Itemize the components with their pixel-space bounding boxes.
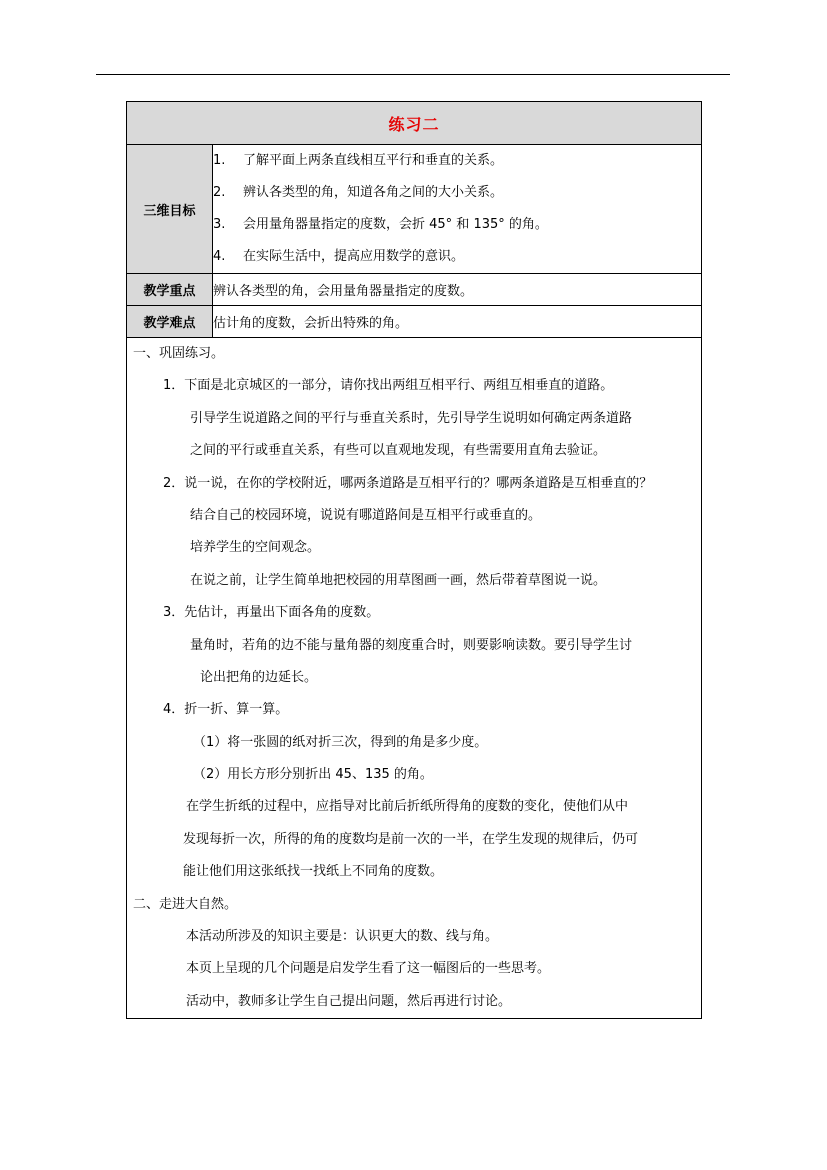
body-paragraph: 在说之前，让学生简单地把校园的用草图画一画，然后带着草图说一说。 — [190, 572, 607, 588]
goal-number: 3. — [213, 217, 226, 232]
section-heading: 一、巩固练习。 — [133, 346, 225, 361]
title-cell — [127, 102, 702, 145]
goal-text: 在实际生活中，提高应用数学的意识。 — [243, 249, 465, 264]
lesson-plan-table — [126, 101, 702, 1019]
goal-number: 4. — [213, 249, 226, 264]
body-paragraph: 活动中，教师多让学生自己提出问题，然后再进行讨论。 — [186, 993, 512, 1009]
goal-number: 2. — [213, 185, 226, 200]
body-paragraph: 量角时，若角的边不能与量角器的刻度重合时，则要影响读数。要引导学生讨 — [190, 637, 633, 653]
body-paragraph: 能让他们用这张纸找一找纸上不同角的度数。 — [183, 864, 444, 880]
exercise-item: 1．下面是北京城区的一部分，请你找出两组互相平行、两组互相垂直的道路。 — [163, 378, 614, 394]
goals-label: 三维目标 — [127, 145, 213, 274]
body-paragraph: 论出把角的边延长。 — [200, 669, 318, 685]
body-paragraph: 本页上呈现的几个问题是启发学生看了这一幅图后的一些思考。 — [186, 961, 551, 977]
goal-text: 会用量角器量指定的度数，会折 45° 和 135° 的角。 — [243, 217, 548, 232]
title-row — [127, 102, 702, 145]
goals-row — [127, 145, 702, 274]
body-paragraph: 之间的平行或垂直关系，有些可以直观地发现，有些需要用直角去验证。 — [190, 443, 607, 459]
body-paragraph: 本活动所涉及的知识主要是：认识更大的数、线与角。 — [186, 929, 499, 945]
body-paragraph: 引导学生说道路之间的平行与垂直关系时，先引导学生说明如何确定两条道路 — [190, 410, 633, 426]
goal-text: 了解平面上两条直线相互平行和垂直的关系。 — [243, 153, 504, 168]
difficulty-text: 估计角的度数，会折出特殊的角。 — [213, 306, 702, 338]
focus-row — [127, 274, 702, 306]
section-heading: 二、走进大自然。 — [133, 896, 238, 912]
goal-item — [213, 177, 701, 209]
goal-number: 1. — [213, 153, 226, 168]
focus-text: 辨认各类型的角，会用量角器量指定的度数。 — [213, 274, 702, 306]
lesson-title: 练习二 — [388, 114, 440, 134]
body-paragraph: 发现每折一次，所得的角的度数均是前一次的一半，在学生发现的规律后，仍可 — [183, 831, 639, 847]
focus-label: 教学重点 — [127, 274, 213, 306]
goal-item — [213, 209, 701, 241]
goal-item — [213, 145, 701, 177]
exercise-item: 4．折一折、算一算。 — [163, 702, 289, 718]
goal-text: 辨认各类型的角，知道各角之间的大小关系。 — [243, 185, 504, 200]
goal-item — [213, 241, 701, 273]
body-row — [127, 338, 702, 1019]
body-paragraph: 培养学生的空间观念。 — [190, 540, 321, 556]
exercise-item: 2．说一说，在你的学校附近，哪两条道路是互相平行的？哪两条道路是互相垂直的？ — [163, 475, 653, 491]
sub-item: （1）将一张圆的纸对折三次，得到的角是多少度。 — [193, 734, 488, 750]
header-rule — [96, 74, 730, 75]
goals-cell — [213, 145, 702, 274]
exercise-item: 3．先估计，再量出下面各角的度数。 — [163, 605, 380, 621]
sub-item: （2）用长方形分别折出 45、135 的角。 — [193, 767, 433, 783]
body-paragraph: 在学生折纸的过程中，应指导对比前后折纸所得角的度数的变化，使他们从中 — [186, 799, 629, 815]
difficulty-row — [127, 306, 702, 338]
lesson-body — [127, 338, 702, 1019]
body-content — [127, 338, 701, 1018]
body-paragraph: 结合自己的校园环境，说说有哪道路间是互相平行或垂直的。 — [190, 507, 542, 523]
difficulty-label: 教学难点 — [127, 306, 213, 338]
